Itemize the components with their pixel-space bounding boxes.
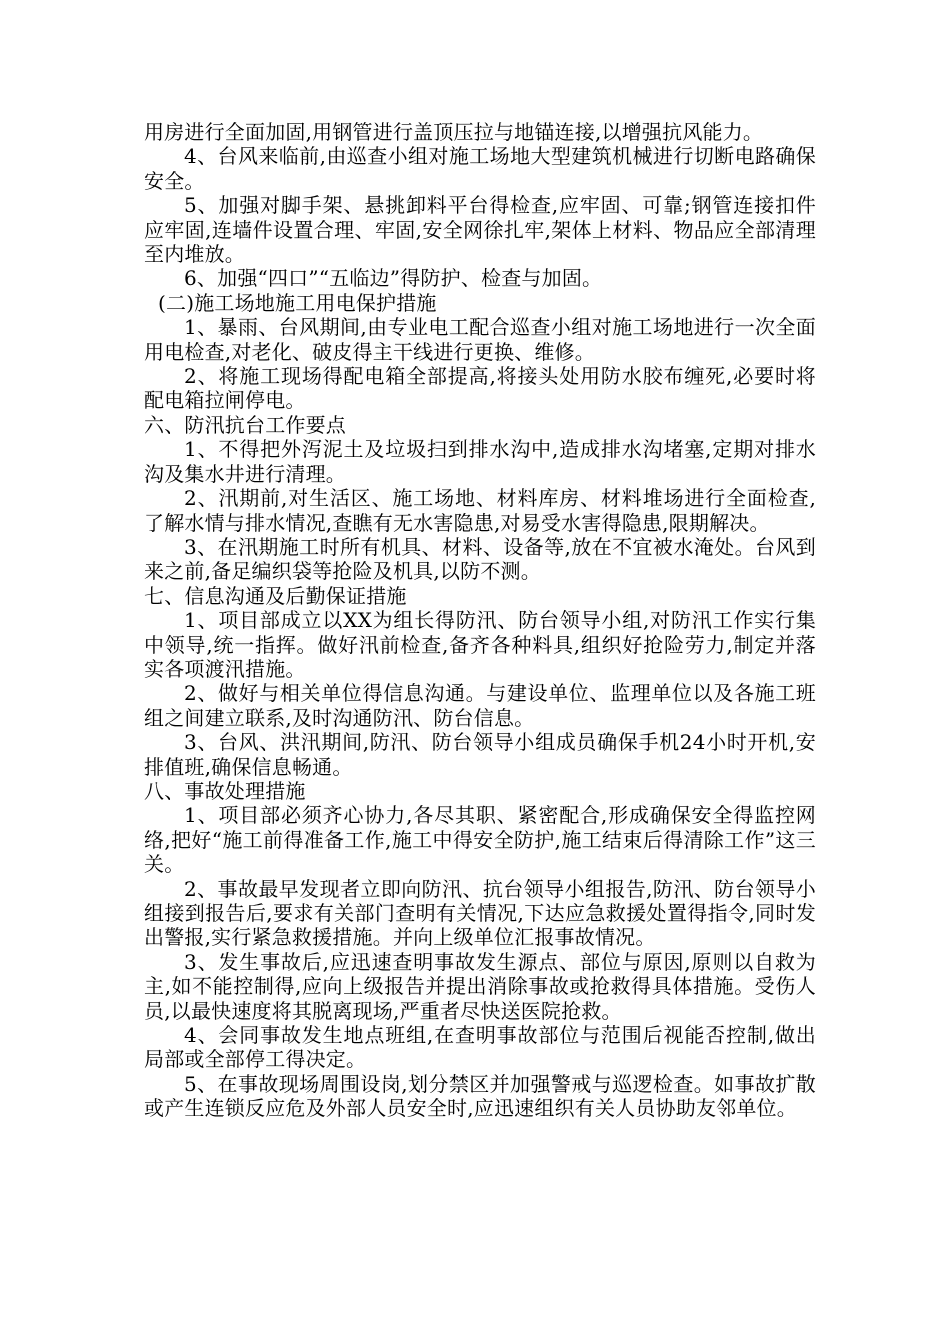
document-body [144, 120, 816, 1121]
paragraph-electrical-item-1: 1、暴雨、台风期间,由专业电工配合巡查小组对施工场地进行一次全面用电检查,对老化、破皮得主干线进行更换、维修。 [144, 315, 816, 364]
paragraph-eight-item-1: 1、项目部必须齐心协力,各尽其职、紧密配合,形成确保安全得监控网络,把好“施工前得准备工作,施工中得安全防护,施工结束后得清除工作”这三关。 [144, 803, 816, 877]
paragraph-six-item-2: 2、汛期前,对生活区、施工场地、材料库房、材料堆场进行全面检查,了解水情与排水情况,查瞧有无水害隐患,对易受水害得隐患,限期解决。 [144, 486, 816, 535]
paragraph-seven-item-2: 2、做好与相关单位得信息沟通。与建设单位、监理单位以及各施工班组之间建立联系,及时沟通防汛、防台信息。 [144, 681, 816, 730]
paragraph-item-5: 5、加强对脚手架、悬挑卸料平台得检查,应牢固、可靠;钢管连接扣件应牢固,连墙件设置合理、牢固,安全网徐扎牢,架体上材料、物品应全部清理至内堆放。 [144, 193, 816, 267]
section-heading-eight: 八、事故处理措施 [144, 778, 306, 803]
section-heading-six: 六、防汛抗台工作要点 [144, 412, 346, 437]
paragraph-electrical-item-2: 2、将施工现场得配电箱全部提高,将接头处用防水胶布缠死,必要时将配电箱拉闸停电。 [144, 364, 816, 413]
section-heading-seven: 七、信息沟通及后勤保证措施 [144, 583, 407, 608]
paragraph-eight-item-2: 2、事故最早发现者立即向防汛、抗台领导小组报告,防汛、防台领导小组接到报告后,要求有关部门查明有关情况,下达应急救援处置得指令,同时发出警报,实行紧急救援措施。并向上级单位汇报事故情况。 [144, 876, 816, 950]
paragraph-eight-item-5: 5、在事故现场周围设岗,划分禁区并加强警戒与巡逻检查。如事故扩散或产生连锁反应危及外部人员安全时,应迅速组织有关人员协助友邻单位。 [144, 1071, 816, 1121]
paragraph-seven-item-3: 3、台风、洪汛期间,防汛、防台领导小组成员确保手机24小时开机,安排值班,确保信息畅通。 [144, 730, 816, 779]
paragraph-six-item-3: 3、在汛期施工时所有机具、材料、设备等,放在不宜被水淹处。台风到来之前,备足编织袋等抢险及机具,以防不测。 [144, 534, 816, 584]
paragraph-item-4: 4、台风来临前,由巡查小组对施工场地大型建筑机械进行切断电路确保安全。 [144, 144, 816, 193]
paragraph-six-item-1: 1、不得把外泻泥土及垃圾扫到排水沟中,造成排水沟堵塞,定期对排水沟及集水井进行清理。 [144, 437, 816, 486]
paragraph-item-6: 6、加强“四口”“五临边”得防护、检查与加固。 [184, 266, 603, 291]
paragraph-eight-item-3: 3、发生事故后,应迅速查明事故发生源点、部位与原因,原则以自救为主,如不能控制得,应向上级报告并提出消除事故或抢救得具体措施。受伤人员,以最快速度将其脱离现场,严重者尽快送医院抢救。 [144, 949, 816, 1023]
paragraph-seven-item-1: 1、项目部成立以XX为组长得防汛、防台领导小组,对防汛工作实行集中领导,统一指挥。做好汛前检查,备齐各种料具,组织好抢险劳力,制定并落实各项渡汛措施。 [144, 608, 816, 681]
paragraph-continuation: 用房进行全面加固,用钢管进行盖顶压拉与地锚连接,以增强抗风能力。 [144, 120, 764, 144]
paragraph-eight-item-4: 4、会同事故发生地点班组,在查明事故部位与范围后视能否控制,做出局部或全部停工得决定。 [144, 1023, 816, 1072]
subheading-electrical-protection: (二)施工场地施工用电保护措施 [158, 290, 437, 315]
